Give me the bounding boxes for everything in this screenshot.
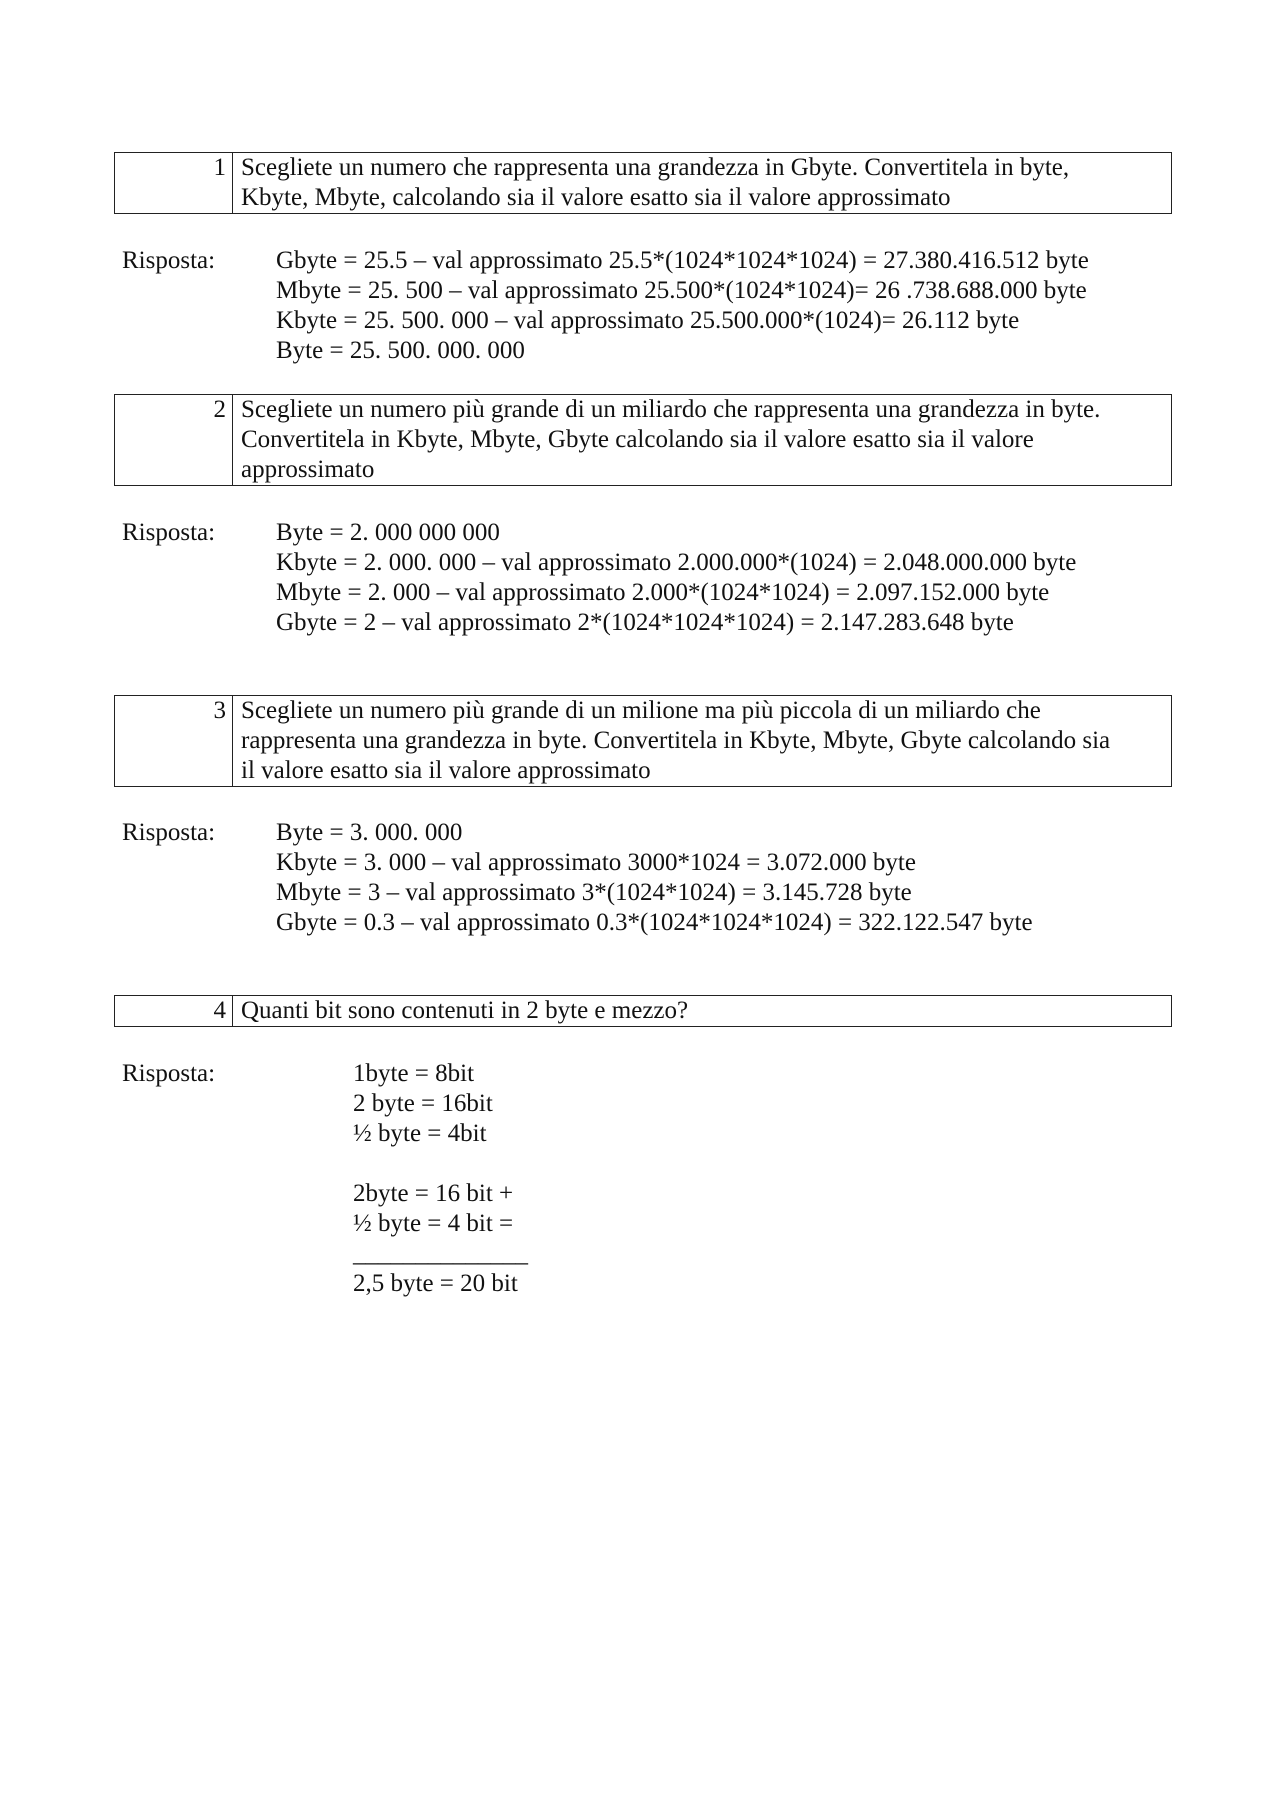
question-text: [233, 696, 1171, 786]
question-line: approssimato: [241, 456, 375, 483]
answer-line: Byte = 3. 000. 000: [276, 819, 463, 846]
answer-label: Risposta:: [122, 819, 216, 846]
answer-label: Risposta:: [122, 519, 216, 546]
question-text: [233, 996, 1171, 1026]
question-number: 2: [115, 395, 233, 485]
question-line: Kbyte, Mbyte, calcolando sia il valore esatto sia il valore approssimato: [241, 184, 951, 211]
answer-line: Byte = 25. 500. 000. 000: [276, 337, 525, 364]
answer-line: Mbyte = 2. 000 – val approssimato 2.000*(1024*1024) = 2.097.152.000 byte: [276, 579, 1050, 606]
answer-line: Gbyte = 2 – val approssimato 2*(1024*1024*1024) = 2.147.283.648 byte: [276, 609, 1014, 636]
question-number: 4: [115, 996, 233, 1026]
answer-line: ½ byte = 4 bit =: [353, 1210, 514, 1237]
question-box-4: [114, 995, 1172, 1027]
answer-line: Kbyte = 2. 000. 000 – val approssimato 2.000.000*(1024) = 2.048.000.000 byte: [276, 549, 1077, 576]
answer-line: 2,5 byte = 20 bit: [353, 1270, 518, 1297]
question-line: Convertitela in Kbyte, Mbyte, Gbyte calcolando sia il valore esatto sia il valore: [241, 426, 1034, 453]
answer-block-4: [353, 1059, 528, 1299]
answer-line: Kbyte = 3. 000 – val approssimato 3000*1024 = 3.072.000 byte: [276, 849, 916, 876]
question-text: [233, 153, 1171, 213]
question-box-3: [114, 695, 1172, 787]
answer-line: Gbyte = 25.5 – val approssimato 25.5*(1024*1024*1024) = 27.380.416.512 byte: [276, 247, 1089, 274]
answer-line: 2byte = 16 bit +: [353, 1180, 514, 1207]
answer-block-3: [276, 818, 1033, 938]
answer-rule: ______________: [353, 1240, 528, 1267]
answer-block-2: [276, 518, 1076, 638]
answer-line: Byte = 2. 000 000 000: [276, 519, 500, 546]
answer-line: Kbyte = 25. 500. 000 – val approssimato 25.500.000*(1024)= 26.112 byte: [276, 307, 1020, 334]
answer-line: 2 byte = 16bit: [353, 1090, 493, 1117]
answer-line: 1byte = 8bit: [353, 1060, 475, 1087]
question-line: Scegliete un numero che rappresenta una grandezza in Gbyte. Convertitela in byte,: [241, 154, 1070, 181]
question-line: Scegliete un numero più grande di un miliardo che rappresenta una grandezza in byte.: [241, 396, 1101, 423]
question-box-2: [114, 394, 1172, 486]
question-text: [233, 395, 1171, 485]
answer-label: Risposta:: [122, 1060, 216, 1087]
answer-line: Gbyte = 0.3 – val approssimato 0.3*(1024*1024*1024) = 322.122.547 byte: [276, 909, 1033, 936]
answer-line: Mbyte = 3 – val approssimato 3*(1024*1024) = 3.145.728 byte: [276, 879, 912, 906]
question-line: il valore esatto sia il valore approssimato: [241, 757, 651, 784]
question-number: 3: [115, 696, 233, 786]
question-line: Scegliete un numero più grande di un milione ma più piccola di un miliardo che: [241, 697, 1041, 724]
answer-block-1: [276, 246, 1089, 366]
question-box-1: [114, 152, 1172, 214]
question-line: Quanti bit sono contenuti in 2 byte e mezzo?: [241, 997, 689, 1024]
question-number: 1: [115, 153, 233, 213]
answer-label: Risposta:: [122, 247, 216, 274]
answer-line: Mbyte = 25. 500 – val approssimato 25.500*(1024*1024)= 26 .738.688.000 byte: [276, 277, 1087, 304]
answer-line: ½ byte = 4bit: [353, 1120, 487, 1147]
question-line: rappresenta una grandezza in byte. Convertitela in Kbyte, Mbyte, Gbyte calcolando sia: [241, 727, 1111, 754]
answer-line-blank: [353, 1149, 528, 1179]
